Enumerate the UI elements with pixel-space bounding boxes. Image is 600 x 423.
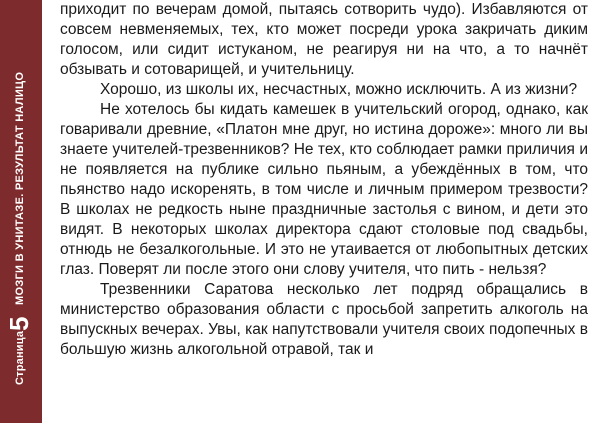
paragraph: Не хотелось бы кидать камешек в учительский огород, однако, как говаривали древние, «Платон мне друг, но истина дороже»: много ли вы знаете учителей-трезвенников? Не тех, кто соблюдает рамки приличия и не появляется на публике сильно пьяным, а убеждённых в том, что пьянство надо искоренять, в том числе и личным примером трезвости? В школах не редкость ныне праздничные застолья с вином, и дети это видят. В некоторых школах директора сдают столовые под свадьбы, отнюдь не безалкогольные. И это не утаивается от любопытных детских глаз. Поверят ли после этого они слову учителя, что пить - нельзя? [60, 101, 588, 278]
article-body [60, 0, 588, 423]
paragraph: Хорошо, из школы их, несчастных, можно исключить. А из жизни? [100, 81, 578, 98]
page-sidebar [0, 0, 42, 423]
page-number: 5 [4, 316, 34, 331]
paragraph: Трезвенники Саратова несколько лет подряд обращались в министерство образования области с просьбой запретить алкоголь на выпускных вечерах. Увы, как напутствовали учителя своих подопечных в большую жизнь алкогольной отравой, так и [60, 281, 588, 358]
section-title: МОЗГИ В УНИТАЗЕ. РЕЗУЛЬТАТ НАЛИЦО [14, 71, 26, 305]
page-label: Страница [14, 330, 26, 385]
paragraph: приходит по вечерам домой, пытаясь сотворить чудо). Избавляются от совсем невменяемых, тех, кто может посреди урока закричать диким голосом, или сидит истуканом, не реагируя ни на что, а то начнёт обзывать и сотоварищей, и учительницу. [60, 1, 588, 78]
sidebar-rotated-text [0, 0, 42, 423]
